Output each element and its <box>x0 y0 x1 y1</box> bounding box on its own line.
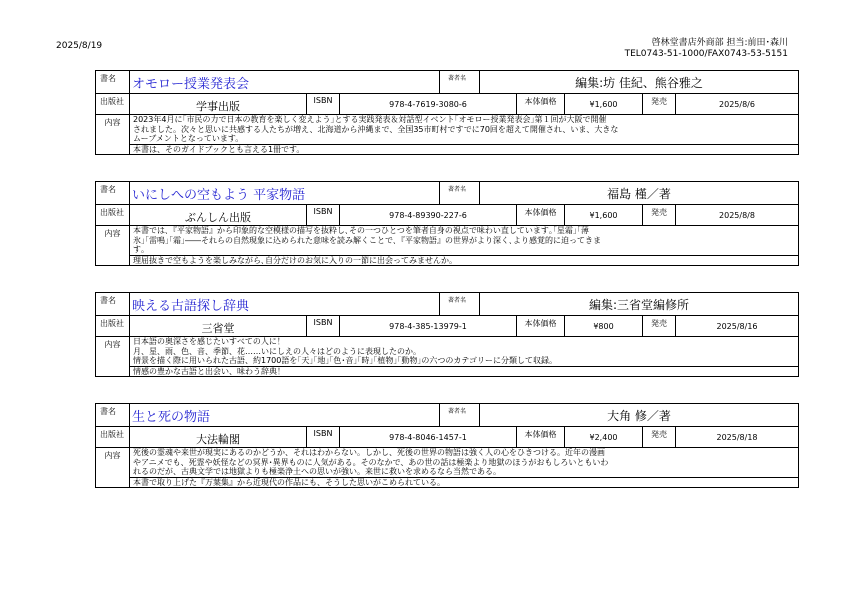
content-line: れるのだが、古典文学では地獄よりも極楽浄土への思いが強い。来世に救いを求めるなら当然である。 <box>130 467 798 478</box>
publisher-label: 出版社 <box>100 208 124 217</box>
content-line: 2023年4月に｢市民の力で日本の教育を楽しく変えよう｣とする実践発表＆対話型イベント｢オモロー授業発表会｣第１回が大阪で開催 <box>133 115 607 124</box>
book-date: 2025/8/16 <box>675 316 798 336</box>
content-line: 月、星、雨、色、音、季節、花……いにしえの人々はどのように表現したのか。 <box>133 346 421 356</box>
content-line: す｡ <box>130 245 798 256</box>
isbn-label: ISBN <box>306 94 339 114</box>
author-label: 著者名 <box>439 71 479 93</box>
book-publisher: ぶんしん出版 <box>129 205 306 225</box>
book-price: ¥1,600 <box>564 94 642 114</box>
book-title: いにしへの空もよう 平家物語 <box>129 182 439 204</box>
publisher-label: 出版社 <box>100 319 124 328</box>
price-label: 本体価格 <box>516 316 564 336</box>
book-date: 2025/8/6 <box>675 94 798 114</box>
price-label: 本体価格 <box>516 427 564 447</box>
book-title: 映える古語探し辞典 <box>129 293 439 315</box>
book-publisher: 学事出版 <box>129 94 306 114</box>
book-card <box>95 181 799 266</box>
book-card <box>95 403 799 488</box>
release-label: 発売 <box>642 205 675 225</box>
book-isbn: 978-4-8046-1457-1 <box>339 427 516 447</box>
book-date: 2025/8/18 <box>675 427 798 447</box>
book-author: 福島 槿／著 <box>479 182 798 204</box>
content-line: 氷｣｢雷鳴｣｢霜｣――それらの自然現象に込められた意味を読み解くことで､『平家物語』の世界がより深く､より感覚的に迫ってきま <box>133 235 601 245</box>
book-author: 編集:坊 佳紀、熊谷雅之 <box>479 71 798 93</box>
title-label: 書名 <box>100 296 116 305</box>
content-line: されました。次々と思いに共感する人たちが増え、北海道から沖縄まで、全国35市町村ですでに70回を超えて開催され、いま、大きな <box>133 124 619 134</box>
book-date: 2025/8/8 <box>675 205 798 225</box>
content-label: 内容 <box>104 229 121 238</box>
content-line: 日本語の奥深さを感じたいすべての人に！ <box>133 337 285 346</box>
price-label: 本体価格 <box>516 205 564 225</box>
author-label: 著者名 <box>439 293 479 315</box>
content-label: 内容 <box>104 118 121 127</box>
book-isbn: 978-4-7619-3080-6 <box>339 94 516 114</box>
report-date: 2025/8/19 <box>56 41 103 51</box>
book-content <box>129 115 798 154</box>
book-author: 編集:三省堂編修所 <box>479 293 798 315</box>
title-label: 書名 <box>100 407 116 416</box>
book-price: ¥1,600 <box>564 205 642 225</box>
content-line: 情景を描く際に用いられた古語、約1700語を｢天｣｢地｣｢色･音｣｢時｣｢植物｣｢動物｣の六つのカテゴリーに分類して収録。 <box>130 356 798 367</box>
book-price: ¥2,400 <box>564 427 642 447</box>
book-card <box>95 292 799 377</box>
content-label: 内容 <box>104 340 121 349</box>
title-label: 書名 <box>100 74 116 83</box>
content-line: 情感の豊かな古語と出会い、味わう辞典！ <box>133 366 285 376</box>
shop-info <box>625 38 788 60</box>
book-author: 大角 修／著 <box>479 404 798 426</box>
book-content <box>129 226 798 265</box>
isbn-label: ISBN <box>306 205 339 225</box>
book-price: ¥800 <box>564 316 642 336</box>
book-card <box>95 70 799 155</box>
price-label: 本体価格 <box>516 94 564 114</box>
author-label: 著者名 <box>439 182 479 204</box>
content-line: ムーブメントとなっています。 <box>130 134 798 145</box>
content-line: やアニメでも、死霊や妖怪などの冥界･異界ものに人気がある。そのなかで、あの世の話は極楽より地獄のほうがおもしろいともいわ <box>133 457 609 467</box>
content-line: 本書で取り上げた『万葉集』から近現代の作品にも、そうした思いがこめられている。 <box>133 477 445 487</box>
content-line: 本書は、そのガイドブックとも言える1冊です。 <box>133 144 305 154</box>
book-publisher: 大法輪閣 <box>129 427 306 447</box>
publisher-label: 出版社 <box>100 97 124 106</box>
publisher-label: 出版社 <box>100 430 124 439</box>
book-content <box>129 337 798 376</box>
content-line: 理屈抜きで空もようを楽しみながら､自分だけのお気に入りの一節に出会ってみませんか｡ <box>133 255 453 265</box>
title-label: 書名 <box>100 185 116 194</box>
book-title: 生と死の物語 <box>129 404 439 426</box>
shop-name: 啓林堂書店外商部 担当:前田･森川 <box>651 38 788 48</box>
isbn-label: ISBN <box>306 427 339 447</box>
book-publisher: 三省堂 <box>129 316 306 336</box>
release-label: 発売 <box>642 94 675 114</box>
book-isbn: 978-4-89390-227-6 <box>339 205 516 225</box>
book-isbn: 978-4-385-13979-1 <box>339 316 516 336</box>
content-line: 死後の霊魂や来世が現実にあるのかどうか、それはわからない。しかし、死後の世界の物語は強く人の心をひきつける。近年の漫画 <box>133 448 605 457</box>
book-title: オモロー授業発表会 <box>129 71 439 93</box>
content-line: 本書では､『平家物語』から印象的な空模様の描写を抜粋し､その一つひとつを筆者自身の視点で味わい直しています｡｢星霜｣｢薄 <box>133 226 589 235</box>
shop-contact: TEL0743-51-1000/FAX0743-53-5151 <box>624 49 788 59</box>
release-label: 発売 <box>642 427 675 447</box>
content-label: 内容 <box>104 451 121 460</box>
release-label: 発売 <box>642 316 675 336</box>
book-content <box>129 448 798 487</box>
isbn-label: ISBN <box>306 316 339 336</box>
author-label: 著者名 <box>439 404 479 426</box>
